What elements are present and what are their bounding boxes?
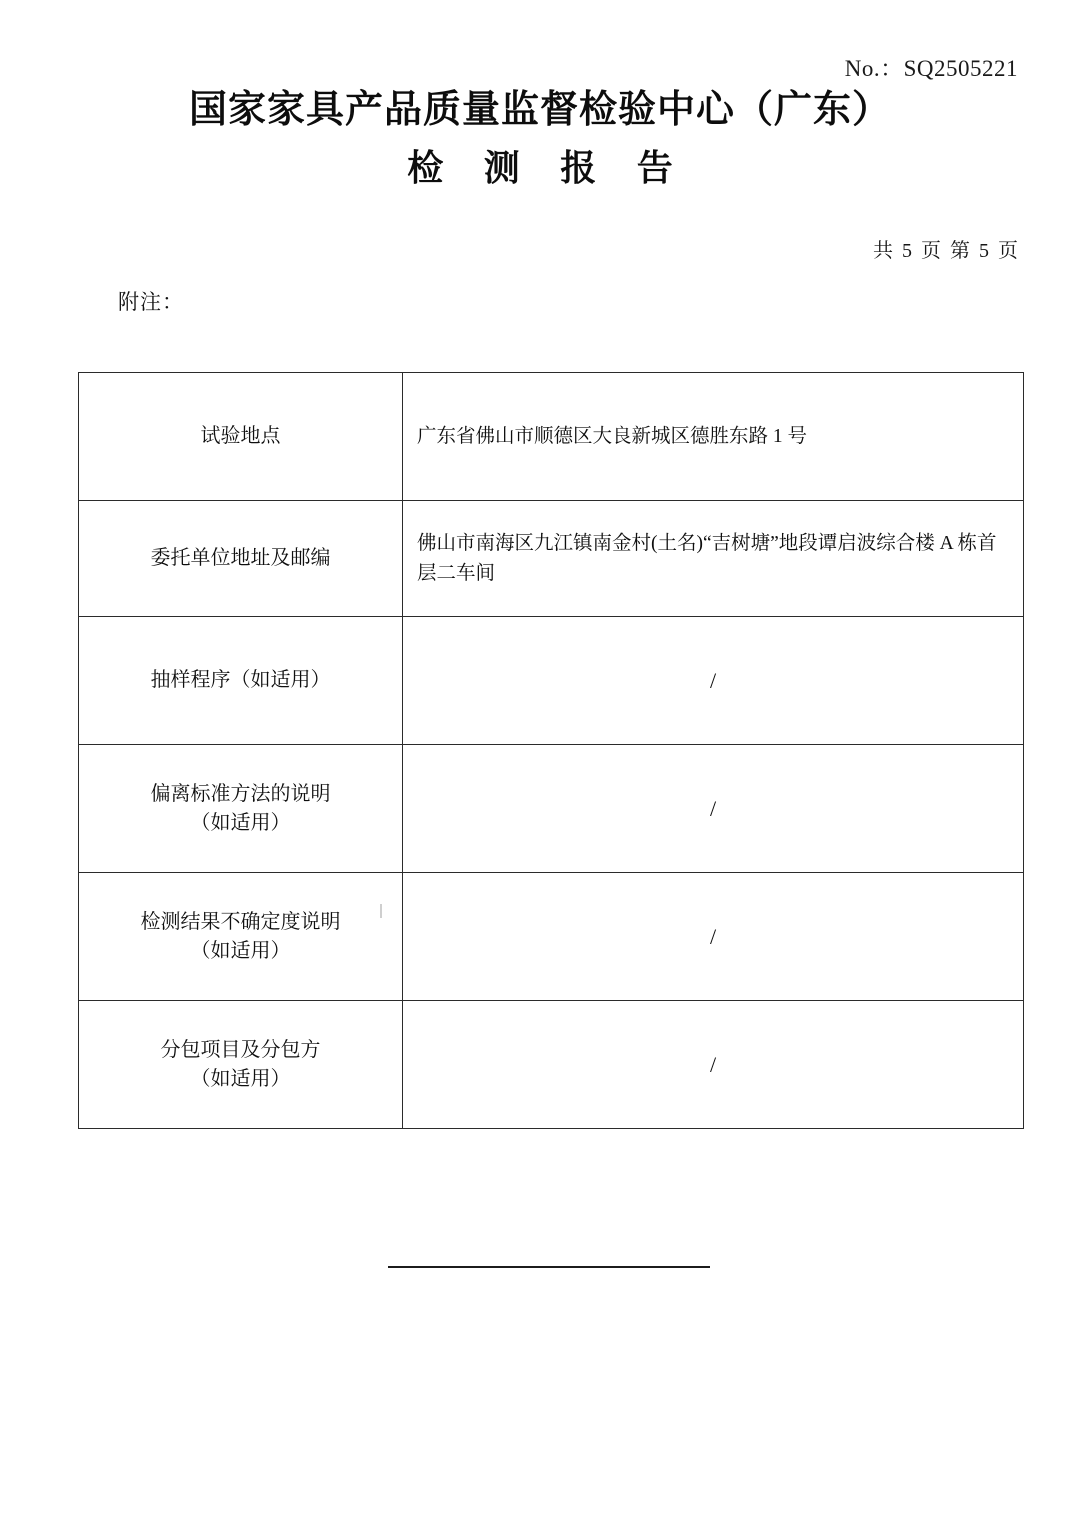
scan-artifact [380, 904, 382, 918]
value-text: 佛山市南海区九江镇南金村(土名)“吉树塘”地段谭启波综合楼 A 栋首层二车间 [417, 533, 997, 584]
note-label: 附注： [118, 290, 184, 314]
label-text: 偏离标准方法的说明 [150, 782, 331, 805]
label-text-secondary: （如适用） [190, 1067, 291, 1090]
row-value-method-deviation [403, 745, 1024, 873]
label-text: 检测结果不确定度说明 [140, 910, 341, 933]
report-number: No.：SQ2505221 [844, 56, 1018, 81]
label-text-secondary: （如适用） [190, 811, 291, 834]
row-label-client-address [79, 501, 403, 617]
row-value-test-location [403, 373, 1024, 501]
row-label-uncertainty [79, 873, 403, 1001]
table-row [79, 501, 1024, 617]
row-label-test-location [79, 373, 403, 501]
value-text: / [709, 668, 717, 693]
value-text: / [709, 796, 717, 821]
value-text: 广东省佛山市顺德区大良新城区德胜东路 1 号 [417, 425, 808, 447]
row-value-subcontracting [403, 1001, 1024, 1129]
page-count: 共 5 页 第 5 页 [873, 240, 1020, 262]
end-of-report-rule [388, 1266, 710, 1268]
value-text: / [709, 924, 717, 949]
label-text: 委托单位地址及邮编 [150, 547, 331, 569]
table-row [79, 373, 1024, 501]
label-text: 分包项目及分包方 [160, 1038, 321, 1061]
row-value-uncertainty [403, 873, 1024, 1001]
row-label-method-deviation [79, 745, 403, 873]
page-subtitle: 检 测 报 告 [407, 147, 687, 189]
row-label-subcontracting [79, 1001, 403, 1129]
table-row [79, 617, 1024, 745]
row-value-client-address [403, 501, 1024, 617]
value-text: / [709, 1052, 717, 1077]
page-title: 国家家具产品质量监督检验中心（广东） [188, 86, 891, 131]
table-row [79, 1001, 1024, 1129]
label-text: 抽样程序（如适用） [150, 669, 331, 691]
row-value-sampling-procedure [403, 617, 1024, 745]
table-row [79, 745, 1024, 873]
label-text-secondary: （如适用） [190, 939, 291, 962]
table-row [79, 873, 1024, 1001]
label-text: 试验地点 [200, 425, 281, 447]
row-label-sampling-procedure [79, 617, 403, 745]
report-info-table [78, 372, 1024, 1129]
